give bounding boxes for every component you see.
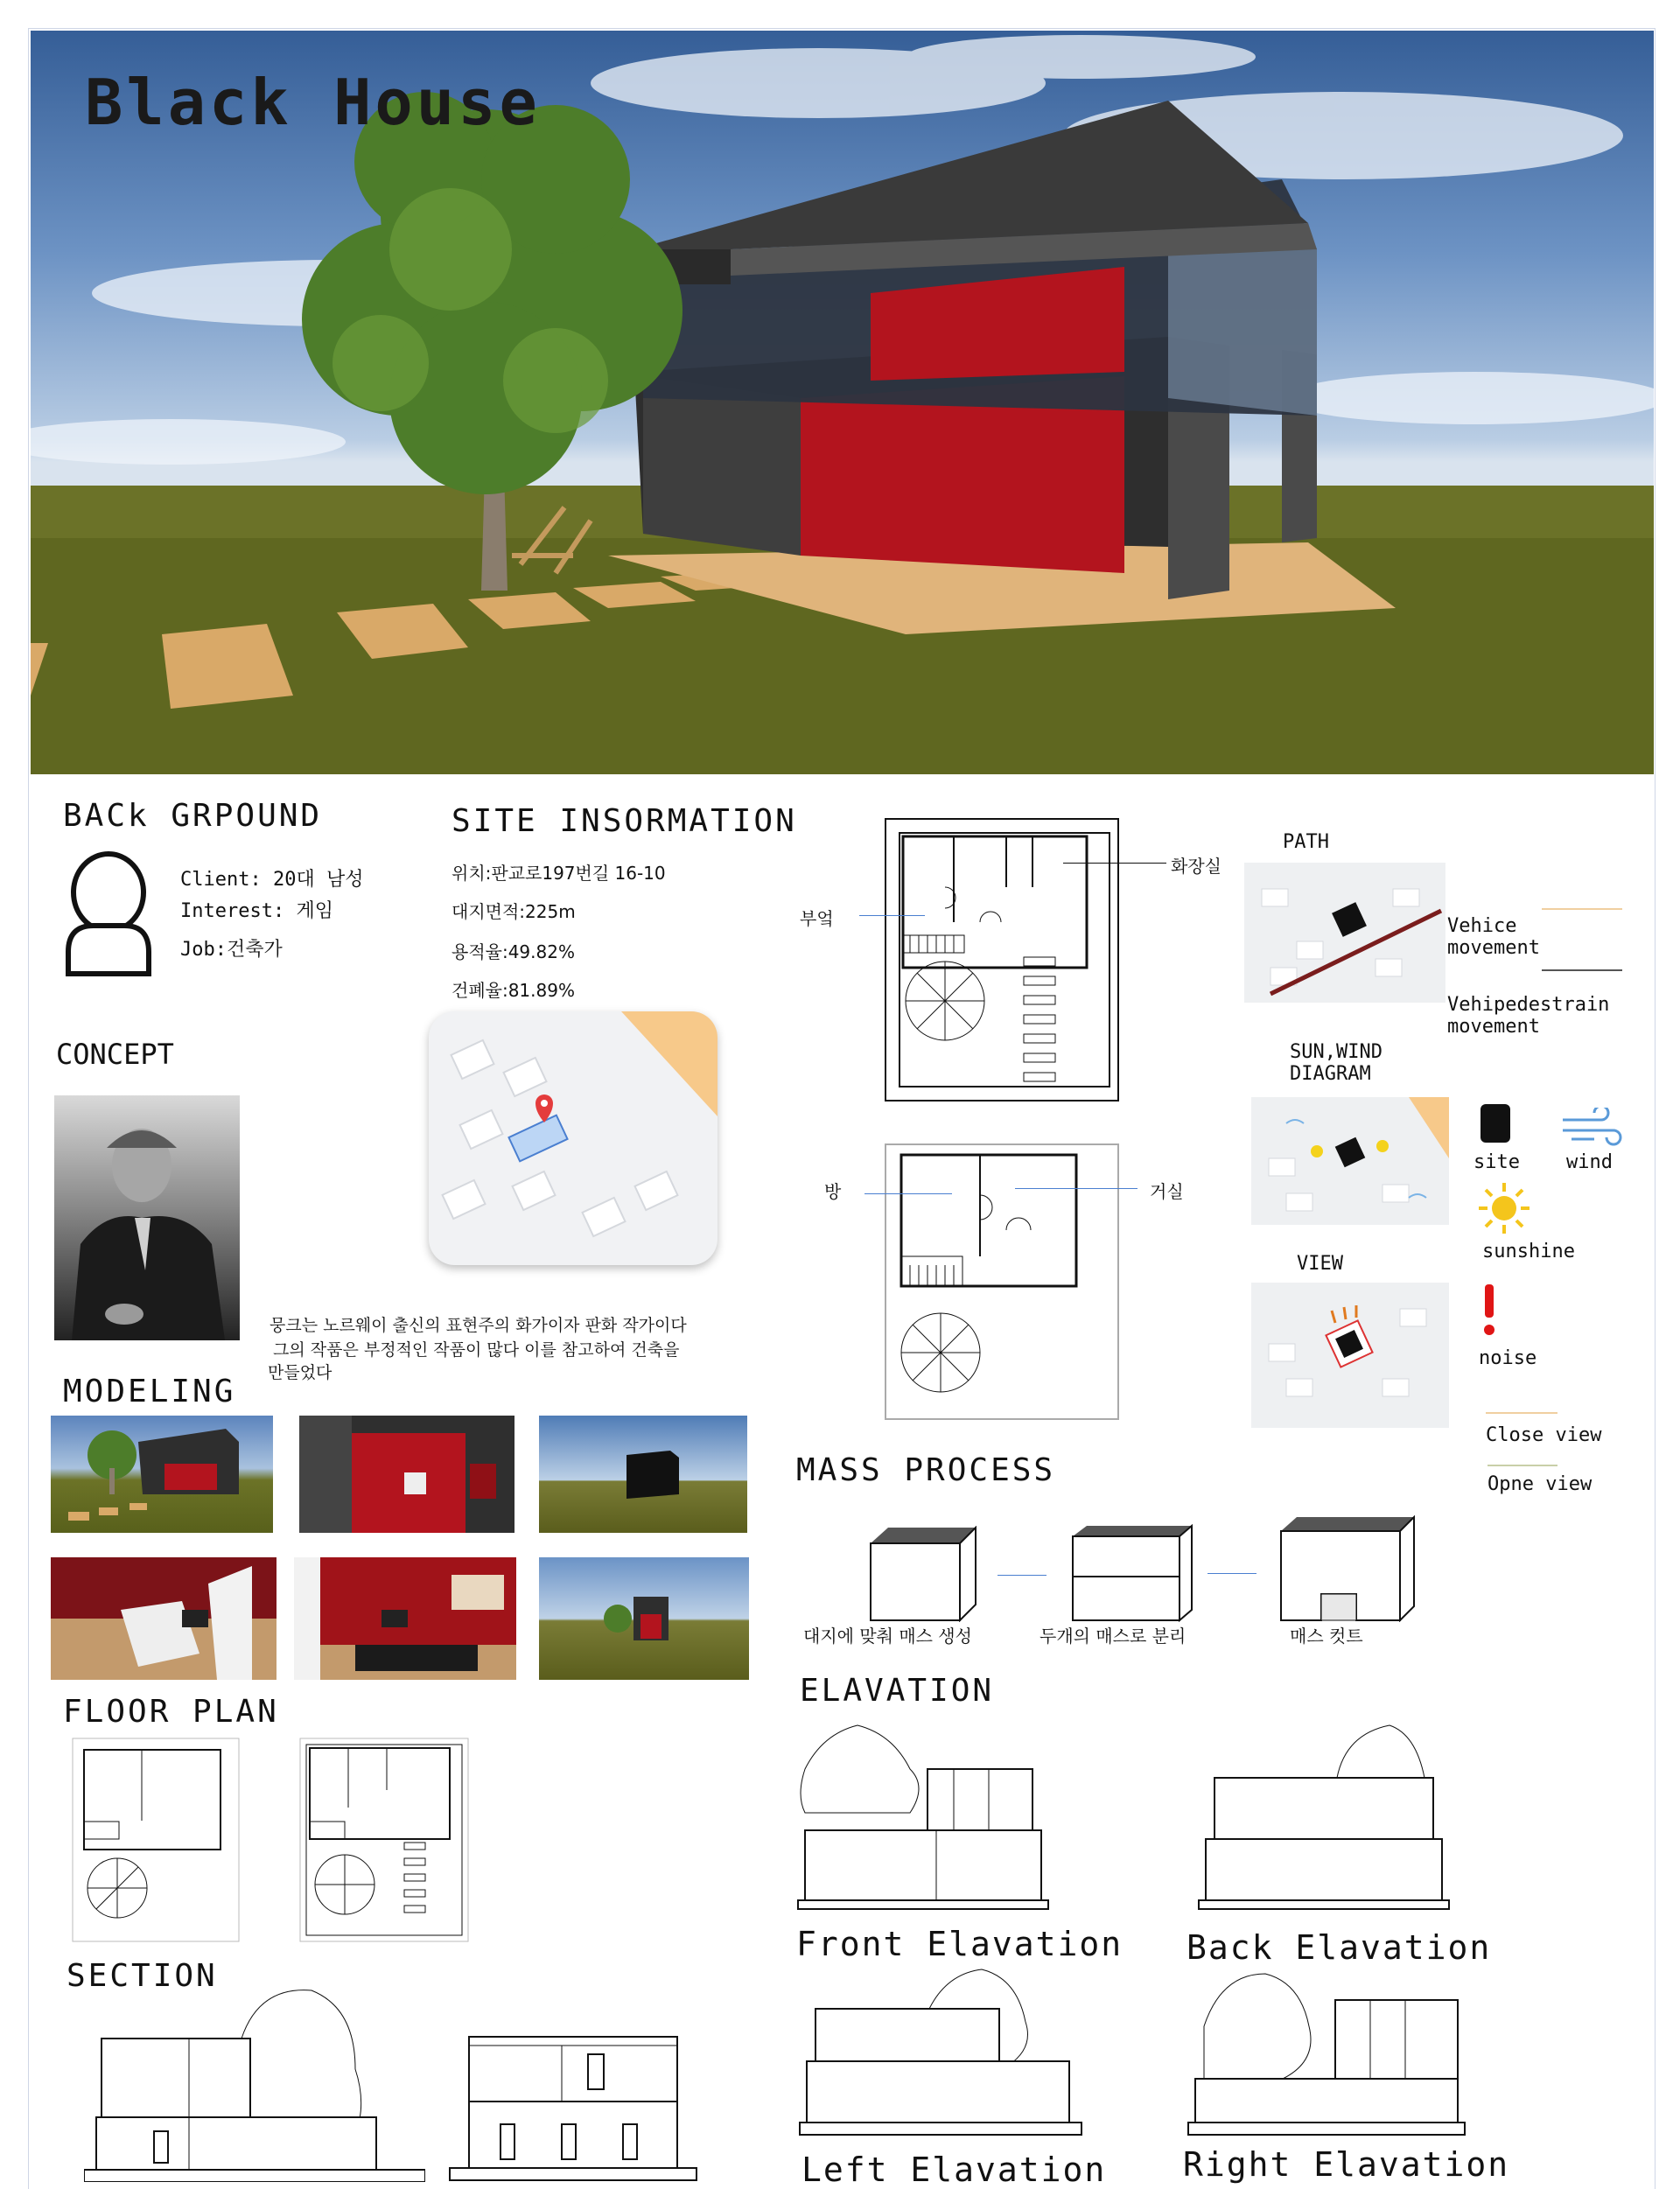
modeling-thumb-exterior (51, 1416, 273, 1533)
poster-title: Black House (85, 66, 541, 139)
left-elevation-drawing (798, 1965, 1083, 2140)
interest-text: Interest: 게임 (180, 900, 333, 922)
sunshine-icon (1477, 1181, 1531, 1235)
floor-plan-1f-small (299, 1738, 469, 1942)
munch-portrait-image (54, 1095, 240, 1340)
modeling-thumb-side (539, 1557, 749, 1680)
section-drawing-2 (448, 2028, 698, 2182)
modeling-thumb-mass (539, 1416, 747, 1533)
hero-render-image (31, 31, 1654, 774)
modeling-thumb-bedroom (51, 1557, 276, 1680)
left-elevation-label: Left Elavation (802, 2151, 1107, 2189)
open-view-label: Opne view (1488, 1473, 1592, 1495)
living-label: 거실 (1150, 1181, 1184, 1202)
mass-step1-label: 대지에 맞춰 매스 생성 (803, 1626, 972, 1647)
site-legend-label: site (1474, 1151, 1520, 1173)
mass-step1-cube (862, 1526, 980, 1622)
toilet-label: 화장실 (1171, 856, 1222, 877)
pedestrian-line-swatch (1542, 969, 1622, 971)
front-elevation-label: Front Elavation (796, 1925, 1124, 1963)
view-heading: VIEW (1297, 1253, 1343, 1275)
wind-icon (1559, 1108, 1624, 1148)
site-legend-icon (1480, 1104, 1510, 1143)
mass-step3-label: 매스 컷트 (1290, 1626, 1363, 1647)
right-elevation-drawing (1186, 1965, 1466, 2140)
pedestrian-movement-label: Vehipedestrain movement (1447, 994, 1610, 1038)
sunwind-diagram-image (1251, 1097, 1449, 1225)
room-leader-line (864, 1193, 952, 1194)
concept-text-line2: 그의 작품은 부정적인 작품이 많다 이를 참고하여 건축을 (273, 1340, 680, 1360)
floor-plan-2f-small (72, 1738, 240, 1942)
back-elevation-drawing (1197, 1717, 1451, 1911)
section-heading: SECTION (66, 1958, 218, 1994)
job-text: Job:건축가 (180, 939, 283, 961)
elevation-heading: ELAVATION (800, 1673, 995, 1709)
client-avatar-icon (54, 847, 159, 978)
client-text: Client: 20대 남성 (180, 869, 364, 891)
concept-text-line1: 뭉크는 노르웨이 출신의 표현주의 화가이자 판화 작가이다 (270, 1316, 687, 1335)
background-heading: BACk GRPOUND (63, 798, 323, 834)
modeling-thumb-corner (299, 1416, 514, 1533)
noise-legend-label: noise (1479, 1347, 1537, 1369)
open-view-swatch (1488, 1465, 1558, 1466)
living-leader-line (1015, 1188, 1138, 1189)
site-map-image (429, 1011, 718, 1265)
mass-arrow-1 (998, 1575, 1046, 1576)
modeling-heading: MODELING (63, 1374, 236, 1409)
floor-plan-1f-large (884, 817, 1120, 1102)
noise-icon (1480, 1284, 1498, 1337)
path-diagram-image (1244, 863, 1446, 1003)
kitchen-label: 부엌 (800, 908, 834, 929)
close-view-swatch (1486, 1412, 1558, 1414)
mass-step2-cube (1069, 1524, 1200, 1622)
back-elevation-label: Back Elavation (1186, 1928, 1492, 1967)
site-far: 용적율:49.82% (452, 941, 575, 962)
vehicle-line-swatch (1542, 908, 1622, 910)
kitchen-leader-line (859, 915, 925, 916)
site-bcr: 건폐율:81.89% (452, 980, 575, 1001)
mass-step3-cube (1278, 1515, 1418, 1622)
view-diagram-image (1251, 1283, 1449, 1428)
mass-heading: MASS PROCESS (796, 1452, 1056, 1488)
toilet-leader-line (1063, 863, 1166, 864)
front-elevation-drawing (796, 1717, 1050, 1911)
section-drawing-1 (84, 1986, 425, 2182)
sunwind-heading: SUN,WIND DIAGRAM (1290, 1041, 1382, 1085)
floor-plan-heading: FLOOR PLAN (63, 1694, 279, 1730)
right-elevation-label: Right Elavation (1183, 2145, 1510, 2184)
path-heading: PATH (1283, 831, 1329, 853)
site-area: 대지면적:225m (452, 901, 576, 922)
room-label: 방 (824, 1181, 842, 1202)
wind-legend-label: wind (1566, 1151, 1613, 1173)
site-location: 위치:판교로197번길 16-10 (452, 863, 666, 884)
mass-step2-label: 두개의 매스로 분리 (1040, 1626, 1186, 1647)
concept-text-line3: 만들었다 (268, 1363, 332, 1382)
floor-plan-2f-large (884, 1143, 1120, 1421)
vehicle-movement-label: Vehice movement (1447, 915, 1540, 959)
concept-heading: CONCEPT (56, 1038, 174, 1071)
close-view-label: Close view (1486, 1424, 1602, 1446)
site-heading: SITE INSORMATION (452, 803, 797, 839)
sunshine-legend-label: sunshine (1482, 1241, 1575, 1262)
modeling-thumb-living (294, 1557, 516, 1680)
mass-arrow-2 (1208, 1573, 1256, 1574)
